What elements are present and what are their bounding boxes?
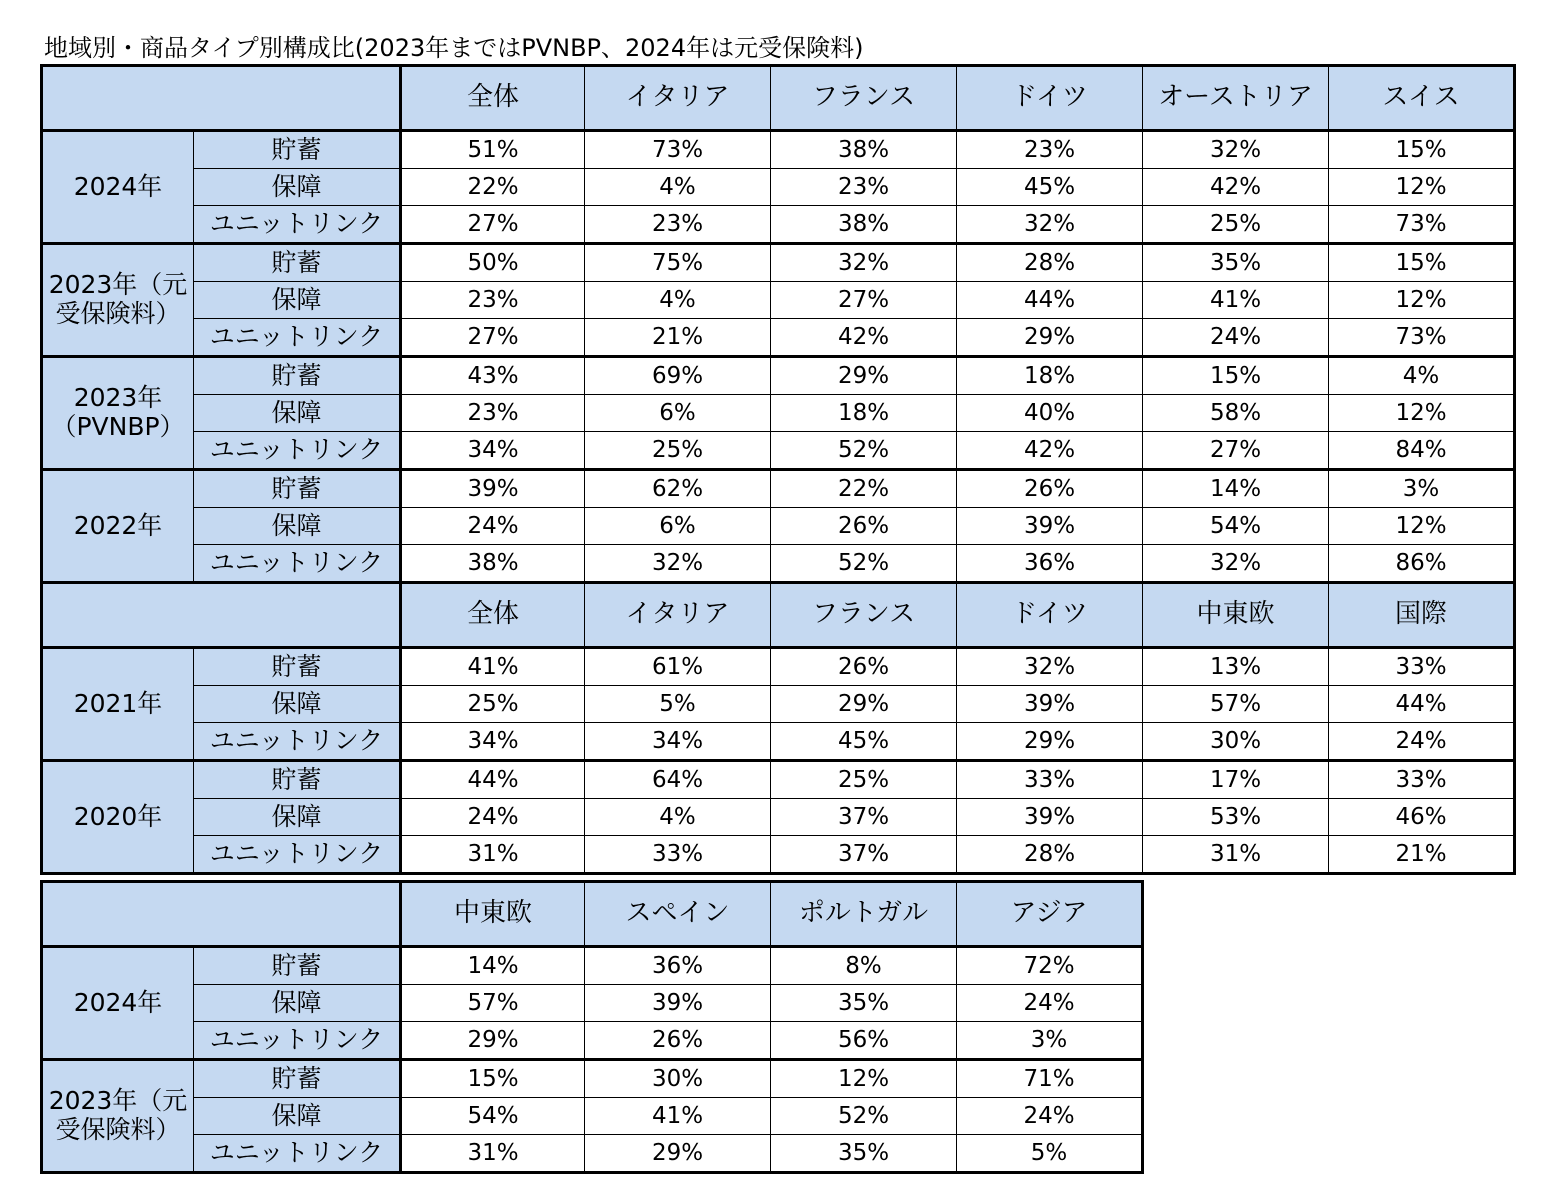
percentage-cell: 15% bbox=[1143, 357, 1329, 395]
percentage-cell: 57% bbox=[401, 985, 585, 1022]
percentage-cell: 32% bbox=[585, 545, 771, 583]
percentage-cell: 22% bbox=[771, 470, 957, 508]
percentage-cell: 41% bbox=[1143, 282, 1329, 319]
percentage-cell: 84% bbox=[1329, 432, 1515, 470]
percentage-cell: 44% bbox=[957, 282, 1143, 319]
percentage-cell: 24% bbox=[1143, 319, 1329, 357]
percentage-cell: 39% bbox=[957, 799, 1143, 836]
percentage-cell: 44% bbox=[401, 761, 585, 799]
percentage-cell: 12% bbox=[1329, 395, 1515, 432]
percentage-cell: 34% bbox=[401, 432, 585, 470]
percentage-cell: 39% bbox=[957, 508, 1143, 545]
percentage-cell: 46% bbox=[1329, 799, 1515, 836]
percentage-cell: 39% bbox=[401, 470, 585, 508]
percentage-cell: 12% bbox=[1329, 282, 1515, 319]
column-header: スイス bbox=[1329, 66, 1515, 131]
percentage-cell: 23% bbox=[585, 206, 771, 244]
percentage-cell: 25% bbox=[585, 432, 771, 470]
product-type-label: 保障 bbox=[194, 508, 401, 545]
percentage-cell: 29% bbox=[957, 723, 1143, 761]
product-type-label: ユニットリンク bbox=[194, 836, 401, 874]
percentage-cell: 38% bbox=[771, 206, 957, 244]
percentage-cell: 33% bbox=[1329, 648, 1515, 686]
column-header: 全体 bbox=[401, 583, 585, 648]
percentage-cell: 21% bbox=[585, 319, 771, 357]
percentage-cell: 40% bbox=[957, 395, 1143, 432]
percentage-cell: 41% bbox=[585, 1098, 771, 1135]
percentage-cell: 32% bbox=[1143, 545, 1329, 583]
percentage-cell: 45% bbox=[771, 723, 957, 761]
percentage-cell: 5% bbox=[957, 1135, 1143, 1173]
column-header: アジア bbox=[957, 882, 1143, 947]
percentage-cell: 32% bbox=[957, 648, 1143, 686]
percentage-cell: 22% bbox=[401, 169, 585, 206]
percentage-cell: 27% bbox=[401, 206, 585, 244]
product-type-label: 貯蓄 bbox=[194, 244, 401, 282]
percentage-cell: 3% bbox=[1329, 470, 1515, 508]
percentage-cell: 12% bbox=[771, 1060, 957, 1098]
percentage-cell: 27% bbox=[771, 282, 957, 319]
percentage-cell: 62% bbox=[585, 470, 771, 508]
year-label: 2022年 bbox=[42, 470, 194, 583]
percentage-cell: 29% bbox=[957, 319, 1143, 357]
percentage-cell: 54% bbox=[401, 1098, 585, 1135]
percentage-cell: 12% bbox=[1329, 508, 1515, 545]
percentage-cell: 56% bbox=[771, 1022, 957, 1060]
year-label: 2024年 bbox=[42, 131, 194, 244]
product-type-label: ユニットリンク bbox=[194, 319, 401, 357]
percentage-cell: 13% bbox=[1143, 648, 1329, 686]
product-type-label: 貯蓄 bbox=[194, 357, 401, 395]
year-label: 2021年 bbox=[42, 648, 194, 761]
percentage-cell: 26% bbox=[585, 1022, 771, 1060]
percentage-cell: 25% bbox=[771, 761, 957, 799]
product-type-label: ユニットリンク bbox=[194, 206, 401, 244]
year-label: 2023年（元受保険料） bbox=[42, 244, 194, 357]
column-header: 国際 bbox=[1329, 583, 1515, 648]
percentage-cell: 29% bbox=[771, 357, 957, 395]
percentage-cell: 45% bbox=[957, 169, 1143, 206]
percentage-cell: 24% bbox=[401, 799, 585, 836]
percentage-cell: 36% bbox=[585, 947, 771, 985]
year-label: 2023年（PVNBP） bbox=[42, 357, 194, 470]
percentage-cell: 42% bbox=[957, 432, 1143, 470]
percentage-cell: 25% bbox=[1143, 206, 1329, 244]
percentage-cell: 23% bbox=[957, 131, 1143, 169]
percentage-cell: 64% bbox=[585, 761, 771, 799]
percentage-cell: 24% bbox=[401, 508, 585, 545]
percentage-cell: 33% bbox=[1329, 761, 1515, 799]
percentage-cell: 35% bbox=[771, 985, 957, 1022]
composition-table-other-regions bbox=[40, 880, 1144, 1174]
product-type-label: ユニットリンク bbox=[194, 545, 401, 583]
percentage-cell: 4% bbox=[585, 169, 771, 206]
product-type-label: 貯蓄 bbox=[194, 648, 401, 686]
percentage-cell: 53% bbox=[1143, 799, 1329, 836]
percentage-cell: 42% bbox=[1143, 169, 1329, 206]
percentage-cell: 6% bbox=[585, 395, 771, 432]
percentage-cell: 17% bbox=[1143, 761, 1329, 799]
percentage-cell: 29% bbox=[585, 1135, 771, 1173]
percentage-cell: 24% bbox=[1329, 723, 1515, 761]
product-type-label: 保障 bbox=[194, 282, 401, 319]
percentage-cell: 38% bbox=[401, 545, 585, 583]
product-type-label: 保障 bbox=[194, 1098, 401, 1135]
percentage-cell: 69% bbox=[585, 357, 771, 395]
percentage-cell: 6% bbox=[585, 508, 771, 545]
column-header: フランス bbox=[771, 66, 957, 131]
column-header: フランス bbox=[771, 583, 957, 648]
product-type-label: 貯蓄 bbox=[194, 947, 401, 985]
percentage-cell: 14% bbox=[401, 947, 585, 985]
percentage-cell: 32% bbox=[957, 206, 1143, 244]
percentage-cell: 26% bbox=[957, 470, 1143, 508]
percentage-cell: 72% bbox=[957, 947, 1143, 985]
percentage-cell: 43% bbox=[401, 357, 585, 395]
percentage-cell: 57% bbox=[1143, 686, 1329, 723]
percentage-cell: 29% bbox=[401, 1022, 585, 1060]
percentage-cell: 33% bbox=[585, 836, 771, 874]
percentage-cell: 27% bbox=[1143, 432, 1329, 470]
column-header: 全体 bbox=[401, 66, 585, 131]
year-label: 2023年（元受保険料） bbox=[42, 1060, 194, 1173]
product-type-label: 貯蓄 bbox=[194, 1060, 401, 1098]
product-type-label: 保障 bbox=[194, 169, 401, 206]
percentage-cell: 34% bbox=[585, 723, 771, 761]
percentage-cell: 12% bbox=[1329, 169, 1515, 206]
percentage-cell: 52% bbox=[771, 1098, 957, 1135]
percentage-cell: 39% bbox=[957, 686, 1143, 723]
percentage-cell: 15% bbox=[1329, 244, 1515, 282]
column-header: イタリア bbox=[585, 66, 771, 131]
percentage-cell: 73% bbox=[1329, 319, 1515, 357]
percentage-cell: 29% bbox=[771, 686, 957, 723]
percentage-cell: 4% bbox=[585, 799, 771, 836]
percentage-cell: 50% bbox=[401, 244, 585, 282]
product-type-label: ユニットリンク bbox=[194, 1135, 401, 1173]
percentage-cell: 38% bbox=[771, 131, 957, 169]
column-header: オーストリア bbox=[1143, 66, 1329, 131]
percentage-cell: 52% bbox=[771, 545, 957, 583]
percentage-cell: 52% bbox=[771, 432, 957, 470]
header-corner-cell bbox=[42, 882, 401, 947]
percentage-cell: 36% bbox=[957, 545, 1143, 583]
product-type-label: ユニットリンク bbox=[194, 723, 401, 761]
percentage-cell: 42% bbox=[771, 319, 957, 357]
percentage-cell: 73% bbox=[585, 131, 771, 169]
percentage-cell: 23% bbox=[771, 169, 957, 206]
composition-table-main bbox=[40, 64, 1516, 875]
percentage-cell: 28% bbox=[957, 836, 1143, 874]
percentage-cell: 32% bbox=[771, 244, 957, 282]
product-type-label: ユニットリンク bbox=[194, 432, 401, 470]
percentage-cell: 37% bbox=[771, 836, 957, 874]
percentage-cell: 28% bbox=[957, 244, 1143, 282]
percentage-cell: 4% bbox=[1329, 357, 1515, 395]
percentage-cell: 71% bbox=[957, 1060, 1143, 1098]
column-header: ドイツ bbox=[957, 66, 1143, 131]
percentage-cell: 15% bbox=[1329, 131, 1515, 169]
percentage-cell: 30% bbox=[1143, 723, 1329, 761]
percentage-cell: 39% bbox=[585, 985, 771, 1022]
product-type-label: 保障 bbox=[194, 799, 401, 836]
percentage-cell: 31% bbox=[401, 836, 585, 874]
percentage-cell: 24% bbox=[957, 985, 1143, 1022]
percentage-cell: 21% bbox=[1329, 836, 1515, 874]
column-header: ドイツ bbox=[957, 583, 1143, 648]
percentage-cell: 23% bbox=[401, 395, 585, 432]
product-type-label: 貯蓄 bbox=[194, 470, 401, 508]
percentage-cell: 5% bbox=[585, 686, 771, 723]
year-label: 2024年 bbox=[42, 947, 194, 1060]
percentage-cell: 30% bbox=[585, 1060, 771, 1098]
percentage-cell: 15% bbox=[401, 1060, 585, 1098]
percentage-cell: 24% bbox=[957, 1098, 1143, 1135]
product-type-label: 保障 bbox=[194, 395, 401, 432]
percentage-cell: 51% bbox=[401, 131, 585, 169]
percentage-cell: 3% bbox=[957, 1022, 1143, 1060]
percentage-cell: 61% bbox=[585, 648, 771, 686]
column-header: ポルトガル bbox=[771, 882, 957, 947]
percentage-cell: 44% bbox=[1329, 686, 1515, 723]
product-type-label: 貯蓄 bbox=[194, 761, 401, 799]
percentage-cell: 26% bbox=[771, 648, 957, 686]
percentage-cell: 41% bbox=[401, 648, 585, 686]
percentage-cell: 18% bbox=[771, 395, 957, 432]
percentage-cell: 23% bbox=[401, 282, 585, 319]
percentage-cell: 73% bbox=[1329, 206, 1515, 244]
percentage-cell: 25% bbox=[401, 686, 585, 723]
percentage-cell: 58% bbox=[1143, 395, 1329, 432]
column-header: 中東欧 bbox=[1143, 583, 1329, 648]
product-type-label: ユニットリンク bbox=[194, 1022, 401, 1060]
header-corner-cell bbox=[42, 583, 401, 648]
column-header: 中東欧 bbox=[401, 882, 585, 947]
percentage-cell: 54% bbox=[1143, 508, 1329, 545]
percentage-cell: 86% bbox=[1329, 545, 1515, 583]
column-header: イタリア bbox=[585, 583, 771, 648]
product-type-label: 保障 bbox=[194, 985, 401, 1022]
header-corner-cell bbox=[42, 66, 401, 131]
percentage-cell: 18% bbox=[957, 357, 1143, 395]
product-type-label: 貯蓄 bbox=[194, 131, 401, 169]
page-title: 地域別・商品タイプ別構成比(2023年まではPVNBP、2024年は元受保険料) bbox=[44, 34, 864, 62]
percentage-cell: 37% bbox=[771, 799, 957, 836]
percentage-cell: 75% bbox=[585, 244, 771, 282]
percentage-cell: 26% bbox=[771, 508, 957, 545]
percentage-cell: 27% bbox=[401, 319, 585, 357]
percentage-cell: 8% bbox=[771, 947, 957, 985]
product-type-label: 保障 bbox=[194, 686, 401, 723]
percentage-cell: 35% bbox=[1143, 244, 1329, 282]
percentage-cell: 32% bbox=[1143, 131, 1329, 169]
percentage-cell: 31% bbox=[1143, 836, 1329, 874]
percentage-cell: 35% bbox=[771, 1135, 957, 1173]
percentage-cell: 31% bbox=[401, 1135, 585, 1173]
column-header: スペイン bbox=[585, 882, 771, 947]
percentage-cell: 34% bbox=[401, 723, 585, 761]
percentage-cell: 33% bbox=[957, 761, 1143, 799]
percentage-cell: 14% bbox=[1143, 470, 1329, 508]
percentage-cell: 4% bbox=[585, 282, 771, 319]
year-label: 2020年 bbox=[42, 761, 194, 874]
